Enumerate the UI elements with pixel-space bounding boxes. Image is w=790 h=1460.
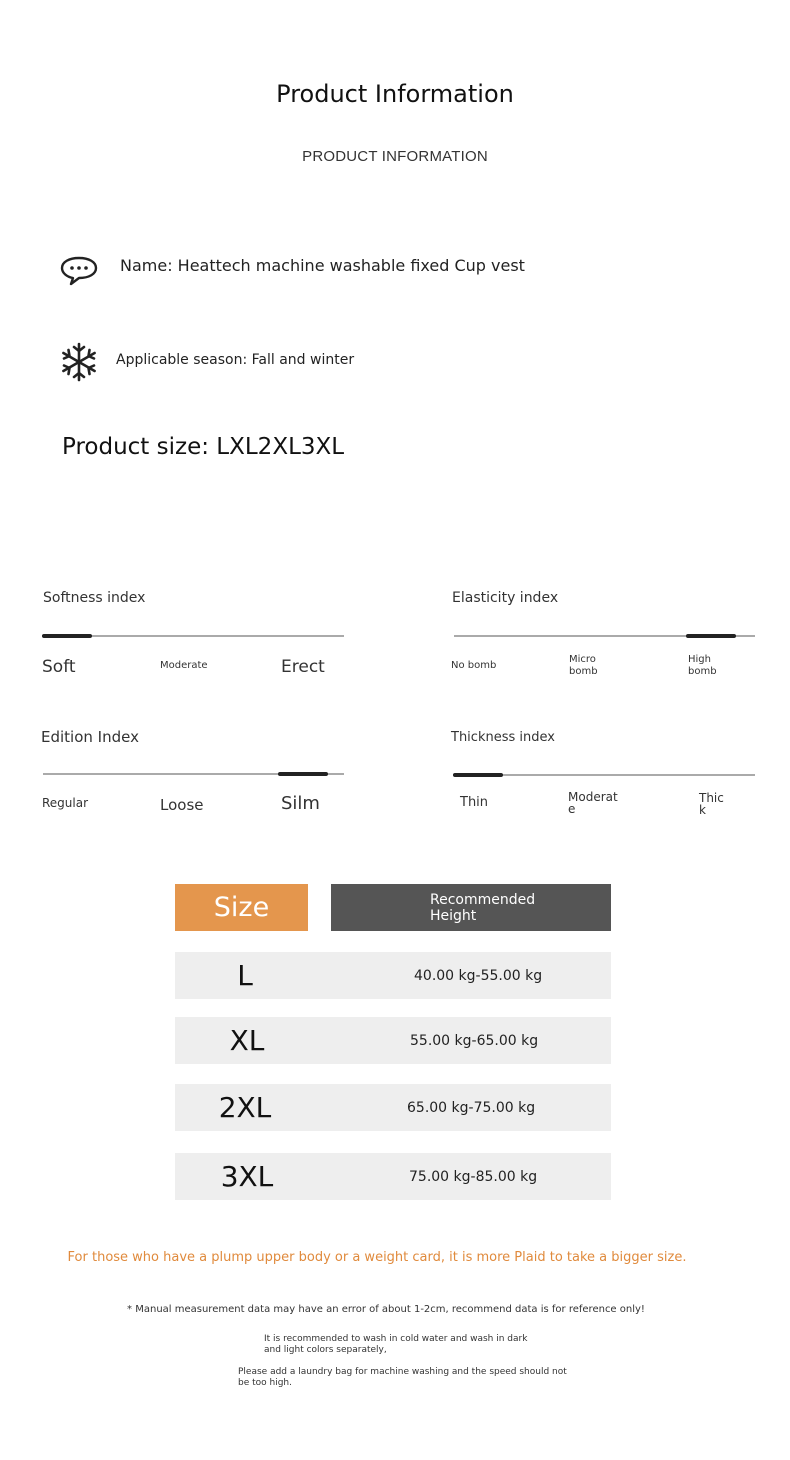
elasticity-index-label: Elasticity index — [452, 590, 559, 606]
elasticity-tick-micro-bomb: Micro bomb — [569, 654, 598, 677]
thickness-tick-moderate: Moderat e — [568, 790, 618, 816]
edition-tick-loose: Loose — [160, 796, 204, 814]
edition-level-marker — [278, 772, 328, 776]
edition-tick-silm: Silm — [281, 793, 320, 814]
softness-tick-moderate: Moderate — [160, 660, 208, 671]
applicable-season: Applicable season: Fall and winter — [116, 352, 355, 368]
table-row — [175, 952, 611, 999]
range-cell: 65.00 kg-75.00 kg — [407, 1099, 536, 1116]
page-title: Product Information — [276, 80, 514, 108]
recommended-column-header-label: Recommended Height — [430, 891, 536, 924]
table-row — [175, 1084, 611, 1131]
softness-tick-soft: Soft — [42, 657, 76, 677]
table-row — [175, 1153, 611, 1200]
product-name: Name: Heattech machine washable fixed Cup vest — [120, 256, 525, 275]
elasticity-tick-high-bomb: High bomb — [688, 654, 717, 677]
page-subtitle: PRODUCT INFORMATION — [302, 148, 488, 165]
elasticity-level-marker — [686, 634, 736, 638]
range-cell: 75.00 kg-85.00 kg — [409, 1168, 538, 1185]
softness-index-label: Softness index — [43, 590, 146, 606]
elasticity-tick-no-bomb: No bomb — [451, 660, 497, 671]
measurement-note: * Manual measurement data may have an error of about 1-2cm, recommend data is for reference only! — [127, 1304, 645, 1315]
wash-note: It is recommended to wash in cold water and wash in dark and light colors separately, — [264, 1334, 528, 1355]
laundry-bag-note: Please add a laundry bag for machine washing and the speed should not be too high. — [238, 1367, 567, 1388]
thickness-index-label: Thickness index — [451, 730, 555, 745]
size-cell: 3XL — [220, 1160, 274, 1193]
recommended-column-header — [331, 884, 611, 931]
thickness-tick-thick: Thic k — [699, 791, 724, 817]
table-row — [175, 1017, 611, 1064]
softness-level-marker — [42, 634, 92, 638]
plump-body-note: For those who have a plump upper body or a weight card, it is more Plaid to take a bigger size. — [67, 1250, 687, 1265]
thickness-level-marker — [453, 773, 503, 777]
edition-index-label: Edition Index — [41, 728, 139, 746]
size-cell: 2XL — [218, 1091, 272, 1124]
thickness-tick-thin: Thin — [460, 795, 489, 810]
speech-bubble-icon — [59, 250, 99, 290]
snowflake-icon — [59, 342, 99, 382]
size-cell: L — [237, 959, 253, 992]
range-cell: 40.00 kg-55.00 kg — [414, 967, 543, 984]
range-cell: 55.00 kg-65.00 kg — [410, 1032, 539, 1049]
softness-tick-erect: Erect — [281, 657, 325, 677]
edition-tick-regular: Regular — [42, 796, 89, 810]
size-cell: XL — [229, 1024, 265, 1057]
size-column-header: Size — [175, 884, 308, 931]
product-size: Product size: LXL2XL3XL — [62, 434, 345, 460]
